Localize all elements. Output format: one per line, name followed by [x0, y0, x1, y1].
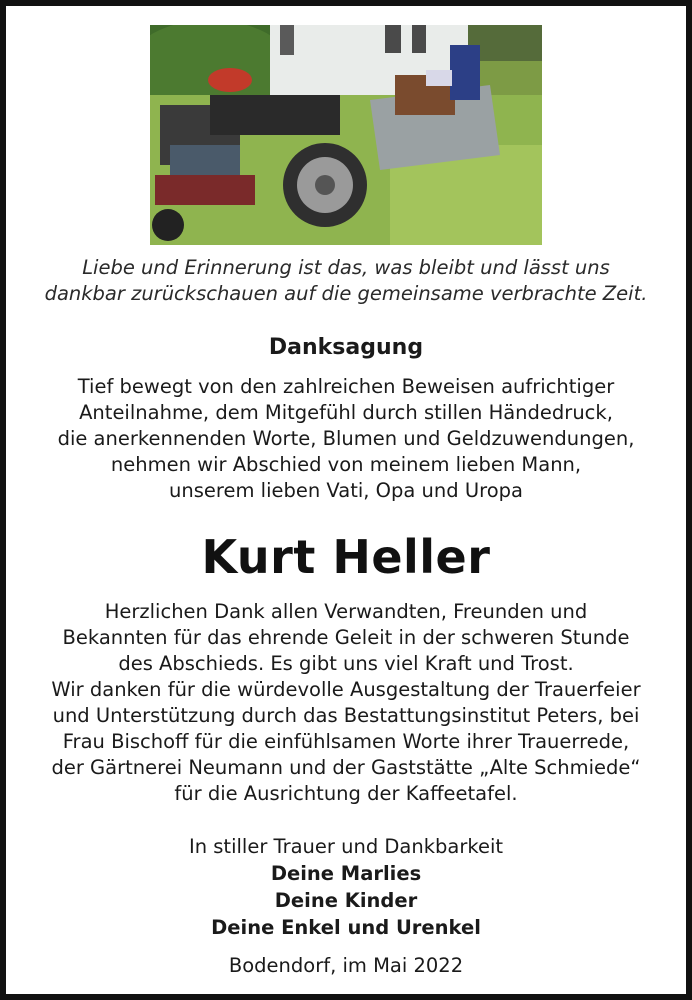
thanks-text: Herzlichen Dank allen Verwandten, Freunden und Bekannten für das ehrende Geleit in der schweren Stunde des Abschieds. Es gibt uns viel Kraft und Trost. Wir danken für die würdevolle Ausgestaltung der Trauerfeier und Unterstützung durch das Bestattungsinstitut Peters, bei Frau Bischoff für die einfühlsamen Worte ihrer Trauerrede, der Gärtnerei Neumann und der Gaststätte „Alte Schmiede“ für die Ausrichtung der Kaffeetafel. — [51, 600, 641, 805]
signer-kinder: Deine Kinder — [274, 889, 418, 912]
heading-danksagung: Danksagung — [268, 335, 424, 360]
intro-text: Tief bewegt von den zahlreichen Beweisen aufrichtiger Anteilnahme, dem Mitgefühl durch stillen Händedruck, die anerkennenden Worte, Blumen und Geldzuwendungen, nehmen wir Abschied von meinem lieben Mann, unserem lieben Vati, Opa und Uropa — [57, 375, 635, 502]
tractor-photo-image — [150, 25, 542, 245]
memorial-quote: Liebe und Erinnerung ist das, was bleibt und lässt uns dankbar zurückschauen auf die gemeinsame verbrachte Zeit. — [44, 256, 648, 305]
deceased-name: Kurt Heller — [201, 530, 491, 584]
closing-block — [6, 833, 686, 941]
place-date: Bodendorf, im Mai 2022 — [228, 954, 464, 977]
signer-marlies: Deine Marlies — [270, 862, 422, 885]
tractor-photo — [150, 25, 542, 245]
signer-enkel: Deine Enkel und Urenkel — [211, 916, 481, 939]
closing-line: In stiller Trauer und Dankbarkeit — [188, 835, 504, 858]
